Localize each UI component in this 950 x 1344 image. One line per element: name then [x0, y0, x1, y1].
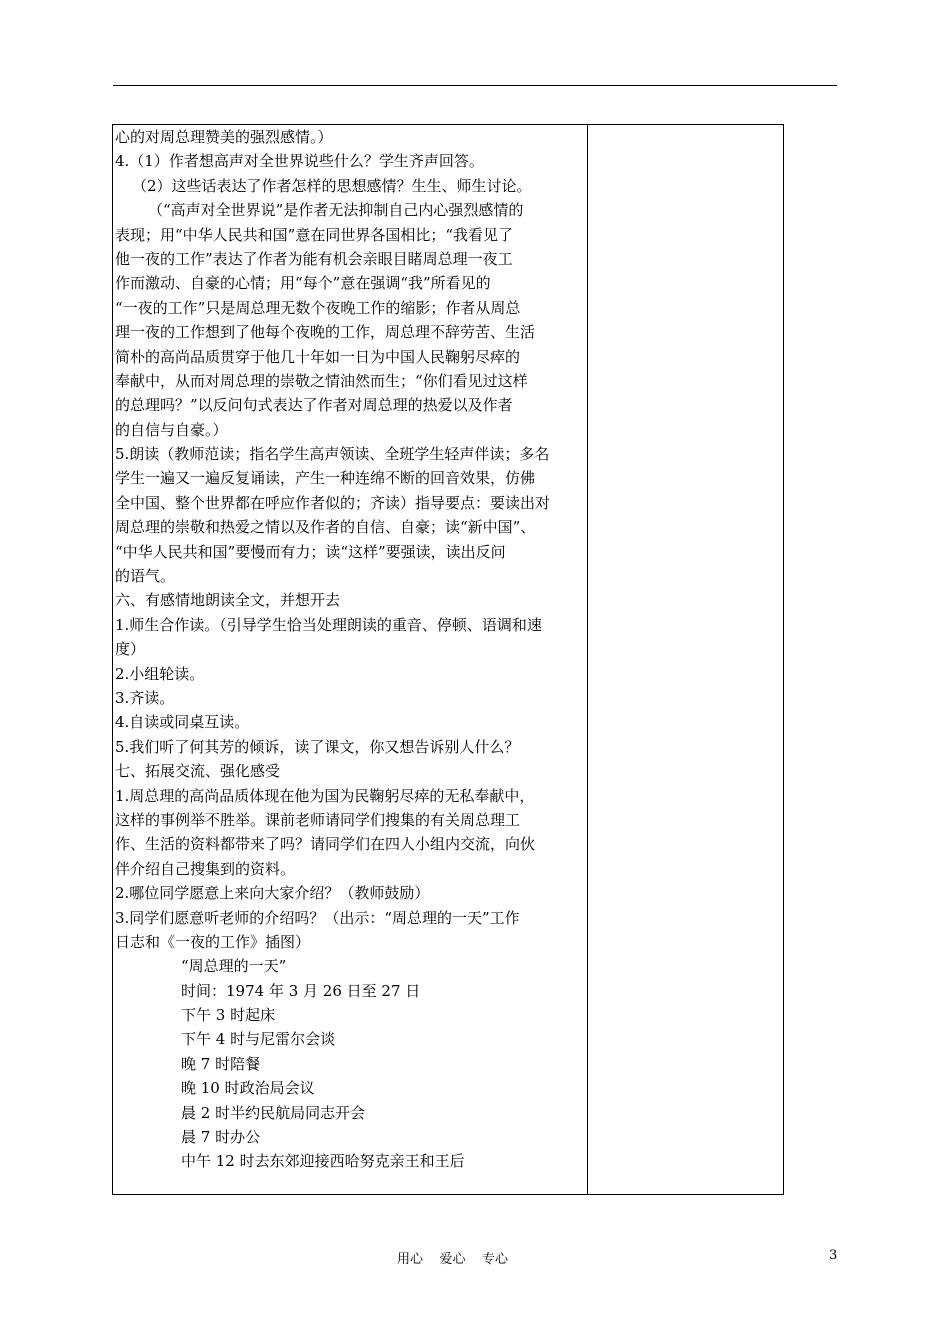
text-line: 奉献中，从而对周总理的崇敬之情油然而生；“你们看见过这样	[115, 371, 528, 390]
text-line: 5.朗读（教师范读；指名学生高声领读、全班学生轻声伴读；多名	[115, 445, 550, 464]
text-line: 这样的事例举不胜举。课前老师请同学们搜集的有关周总理工	[115, 810, 521, 829]
header-rule	[113, 85, 837, 86]
text-line: 4.（1）作者想高声对全世界说些什么？学生齐声回答。	[115, 152, 484, 171]
text-line: “中华人民共和国”要慢而有力；读“这样”要强读，读出反问	[115, 542, 506, 561]
text-line: 下午 3 时起床	[181, 1006, 276, 1025]
text-line: 心的对周总理赞美的强烈感情。）	[115, 128, 333, 146]
text-line: 简朴的高尚品质贯穿于他几十年如一日为中国人民鞠躬尽瘁的	[115, 347, 521, 366]
text-line: 日志和《一夜的工作》插图）	[115, 932, 311, 951]
text-line: 的总理吗？”以反问句式表达了作者对周总理的热爱以及作者	[115, 396, 513, 415]
text-line: 3.同学们愿意听老师的介绍吗？（出示：“周总理的一天”工作	[115, 908, 520, 927]
text-line: 作而激动、自豪的心情；用“每个”意在强调“我”所看见的	[115, 274, 491, 293]
page-number: 3	[829, 1248, 838, 1263]
lesson-content-cell	[115, 125, 585, 1174]
text-line: 2.小组轮读。	[115, 664, 205, 683]
text-line: 的自信与自豪。）	[115, 420, 228, 439]
text-line: 1.师生合作读。（引导学生恰当处理朗读的重音、停顿、语调和速	[115, 615, 542, 634]
lesson-table	[112, 124, 784, 1195]
text-line: 3.齐读。	[115, 688, 175, 707]
text-line: 2.哪位同学愿意上来向大家介绍？（教师鼓励）	[115, 884, 430, 903]
text-line: 下午 4 时与尼雷尔会谈	[181, 1030, 336, 1049]
text-line: 4.自读或同桌互读。	[115, 713, 250, 732]
text-line: 全中国、整个世界都在呼应作者似的；齐读）指导要点：要读出对	[115, 493, 551, 512]
text-line: “周总理的一天”	[181, 957, 287, 976]
text-line: （“高声对全世界说”是作者无法抑制自己内心强烈感情的	[148, 201, 524, 220]
text-line: 他一夜的工作”表达了作者为能有机会亲眼目睹周总理一夜工	[115, 249, 513, 268]
text-line: 晚 10 时政治局会议	[181, 1079, 315, 1098]
text-line: 七、拓展交流、强化感受	[115, 762, 281, 781]
text-line: 晨 7 时办公	[181, 1128, 261, 1147]
text-line: 晚 7 时陪餐	[181, 1054, 261, 1073]
text-line: 六、有感情地朗读全文，并想开去	[115, 591, 341, 610]
text-line: “一夜的工作”只是周总理无数个夜晚工作的缩影；作者从周总	[115, 298, 521, 317]
text-line: 中午 12 时去东郊迎接西哈努克亲王和王后	[181, 1152, 465, 1171]
text-line: （2）这些话表达了作者怎样的思想感情？生生、师生讨论。	[132, 176, 532, 195]
text-line: 学生一遍又一遍反复诵读，产生一种连绵不断的回音效果，仿佛	[115, 469, 536, 488]
text-line: 理一夜的工作想到了他每个夜晚的工作，周总理不辞劳苦、生活	[115, 323, 536, 342]
text-line: 5.我们听了何其芳的倾诉，读了课文，你又想告诉别人什么？	[115, 737, 520, 756]
text-line: 作、生活的资料都带来了吗？请同学们在四人小组内交流，向伙	[115, 835, 536, 854]
text-line: 1.周总理的高尚品质体现在他为国为民鞠躬尽瘁的无私奉献中，	[115, 786, 535, 805]
footer-slogan: 用心 爱心 专心	[397, 1252, 509, 1267]
text-line: 伴介绍自己搜集到的资料。	[115, 859, 296, 878]
column-divider	[587, 125, 588, 1194]
text-line: 度）	[115, 640, 146, 659]
text-line: 的语气。	[115, 567, 176, 586]
text-line: 周总理的崇敬和热爱之情以及作者的自信、自豪；读“新中国”、	[115, 518, 536, 537]
text-line: 时间：1974 年 3 月 26 日至 27 日	[181, 981, 421, 1000]
text-line: 晨 2 时半约民航局同志开会	[181, 1103, 366, 1122]
text-line: 表现；用“中华人民共和国”意在同世界各国相比；“我看见了	[115, 225, 514, 244]
